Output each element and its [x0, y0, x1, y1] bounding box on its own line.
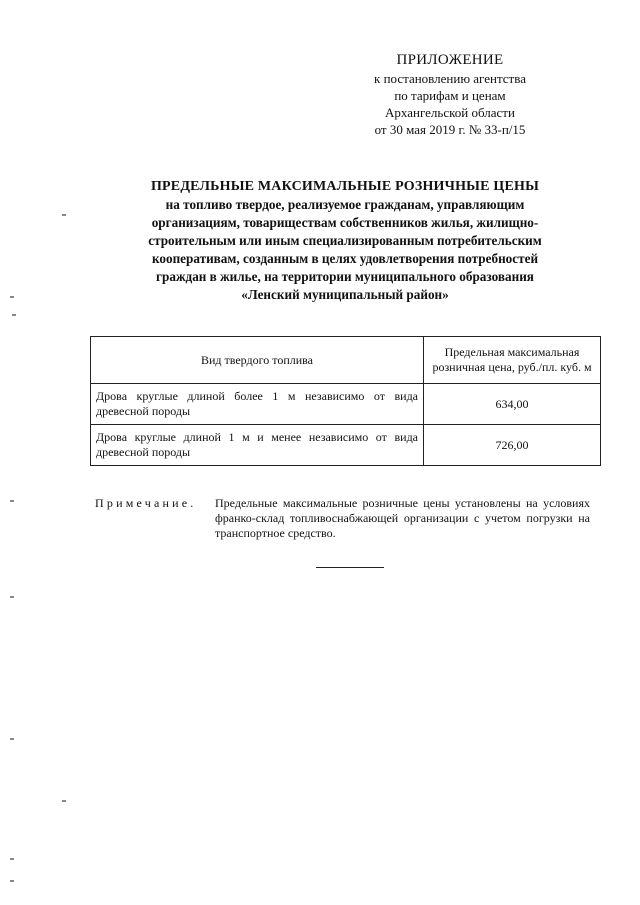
document-title [110, 178, 580, 304]
appendix-header [330, 50, 570, 138]
column-header-max-price: Предельная максимальная розничная цена, руб./пл. куб. м [424, 337, 601, 384]
appendix-title: ПРИЛОЖЕНИЕ [396, 52, 504, 68]
price-table [90, 336, 601, 466]
scan-mark [10, 738, 14, 740]
table-row [91, 425, 601, 466]
title-line: «Ленский муниципальный район» [241, 287, 449, 302]
scan-mark [10, 500, 14, 502]
fuel-type-cell: Дрова круглые длиной 1 м и менее независимо от вида древесной породы [91, 425, 424, 466]
appendix-line: от 30 мая 2019 г. № 33-п/15 [374, 122, 526, 137]
separator-line [316, 567, 384, 568]
title-line: кооперативам, созданным в целях удовлетворения потребностей [151, 251, 539, 266]
title-line: граждан в жилье, на территории муниципального образования [156, 269, 534, 284]
scan-mark [62, 800, 66, 802]
note-label: Примечание. [95, 496, 197, 510]
title-line: строительным или иным специализированным потребительским [148, 233, 542, 248]
table-header-row [91, 337, 601, 384]
scan-mark [10, 596, 14, 598]
note-text: Предельные максимальные розничные цены установлены на условиях франко-склад топливоснабжающей организации с учетом погрузки на транспортное средство. [215, 496, 590, 540]
price-cell: 726,00 [424, 425, 601, 466]
appendix-line: Архангельской области [385, 105, 515, 120]
appendix-line: по тарифам и ценам [394, 88, 506, 103]
fuel-type-cell: Дрова круглые длиной более 1 м независимо от вида древесной породы [91, 384, 424, 425]
title-heading: ПРЕДЕЛЬНЫЕ МАКСИМАЛЬНЫЕ РОЗНИЧНЫЕ ЦЕНЫ [150, 179, 540, 194]
appendix-line: к постановлению агентства [374, 71, 526, 86]
table-row [91, 384, 601, 425]
scan-mark [10, 858, 14, 860]
column-header-fuel-type: Вид твердого топлива [91, 337, 424, 384]
scan-mark [10, 296, 14, 298]
scan-mark [62, 214, 66, 216]
price-cell: 634,00 [424, 384, 601, 425]
scan-mark [12, 314, 16, 316]
title-line: на топливо твердое, реализуемое гражданам, управляющим [165, 197, 525, 212]
scan-mark [10, 880, 14, 882]
title-line: организациям, товариществам собственников жилья, жилищно- [151, 215, 539, 230]
